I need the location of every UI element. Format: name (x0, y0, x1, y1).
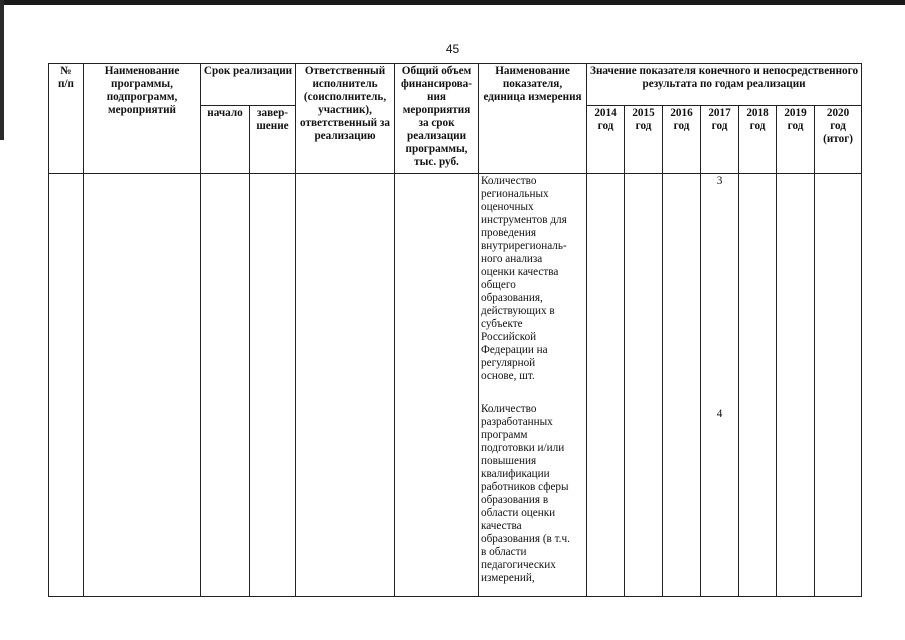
cell-name (84, 174, 201, 597)
header-year-2015: 2015 год (625, 106, 663, 174)
cell-2018 (739, 174, 777, 597)
header-term-start: начало (201, 106, 250, 174)
header-num: № п/п (49, 64, 84, 174)
cell-2016 (663, 174, 701, 597)
cell-funding (395, 174, 479, 597)
header-year-2019: 2019 год (777, 106, 815, 174)
program-table (48, 63, 862, 597)
cell-term-end (250, 174, 296, 597)
cell-term-start (201, 174, 250, 597)
header-executor: Ответственный исполнитель (соисполнитель, участник), ответственный за реализацию (296, 64, 395, 174)
cell-2019 (777, 174, 815, 597)
header-indicator: Наименование показателя, единица измерения (479, 64, 587, 174)
page-number: 45 (445, 42, 460, 56)
scan-edge-left (0, 0, 4, 140)
cell-2017 (701, 174, 739, 597)
table-row (49, 174, 862, 597)
header-funding: Общий объем финансирова- ния мероприятия за срок реализации программы, тыс. руб. (395, 64, 479, 174)
header-year-2020: 2020 год (итог) (815, 106, 862, 174)
indicator-1-value-2017: 3 (716, 175, 723, 187)
cell-2014 (587, 174, 625, 597)
header-name: Наименование программы, подпрограмм, мероприятий (84, 64, 201, 174)
cell-executor (296, 174, 395, 597)
header-term-end: завер- шение (250, 106, 296, 174)
cell-num (49, 174, 84, 597)
cell-2015 (625, 174, 663, 597)
cell-indicator (479, 174, 587, 597)
header-year-2018: 2018 год (739, 106, 777, 174)
indicator-2-text: Количество разработанных программ подготовки и/или повышения квалификации работников сферы образования в области оценки качества образования (в т.ч. в области педагогических измерений, (481, 403, 570, 584)
indicator-2-value-2017: 4 (716, 408, 723, 420)
cell-2020 (815, 174, 862, 597)
header-term: Срок реализации (201, 64, 296, 106)
scan-edge-top (0, 0, 905, 5)
header-year-2016: 2016 год (663, 106, 701, 174)
header-year-2014: 2014 год (587, 106, 625, 174)
indicator-1-text: Количество региональных оценочных инструментов для проведения внутрирегиональ- ного анализа оценки качества общего образования, действующих в субъекте Российской Федерации на регулярной основе, шт. (481, 175, 567, 382)
header-year-2017: 2017 год (701, 106, 739, 174)
header-values-group: Значение показателя конечного и непосредственного результата по годам реализации (587, 64, 862, 106)
